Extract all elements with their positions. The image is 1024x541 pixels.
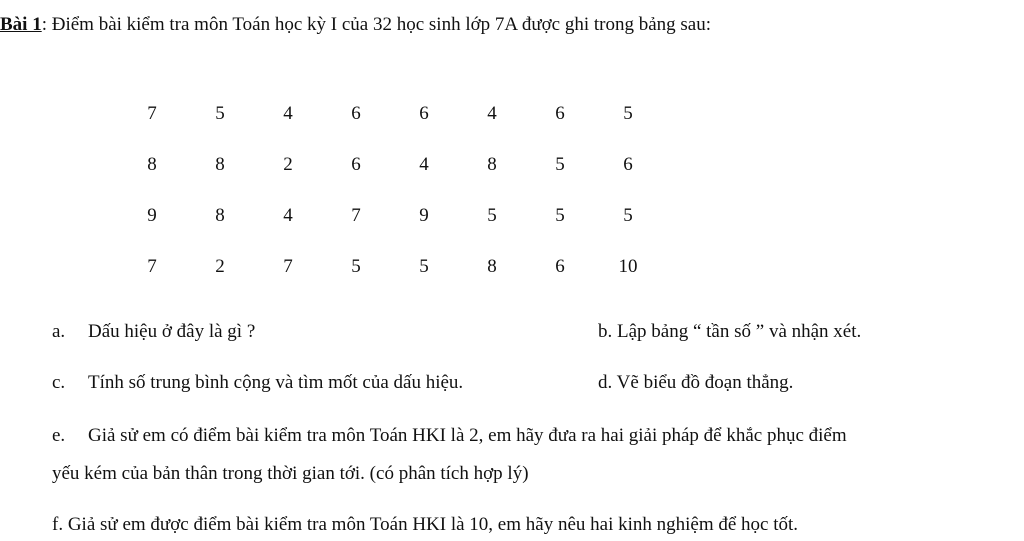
- exercise-label: Bài 1: [0, 14, 42, 35]
- score-cell: 4: [487, 102, 497, 124]
- question-e-line-2: yếu kém của bản thân trong thời gian tới. (có phân tích hợp lý): [52, 463, 529, 484]
- score-cell: 5: [419, 255, 429, 277]
- score-table-body: [118, 88, 662, 292]
- question-e-marker: e.: [52, 425, 66, 446]
- score-cell: 8: [215, 153, 225, 175]
- score-cell: 2: [215, 255, 225, 277]
- score-cell: 7: [351, 204, 361, 226]
- score-cell: 4: [283, 204, 293, 226]
- question-a-text: Dấu hiệu ở đây là gì ?: [88, 321, 256, 342]
- question-a-marker: a.: [52, 321, 66, 342]
- score-cell: 6: [419, 102, 429, 124]
- question-c-text: Tính số trung bình cộng và tìm mốt của dấu hiệu.: [88, 372, 464, 393]
- score-row: [118, 88, 662, 139]
- question-c: [52, 372, 463, 394]
- score-cell: 8: [487, 153, 497, 175]
- question-d: [598, 372, 793, 394]
- score-cell: 9: [147, 204, 157, 226]
- score-cell: 5: [351, 255, 361, 277]
- score-cell: 6: [555, 255, 565, 277]
- question-b-text: Lập bảng “ tần số ” và nhận xét.: [617, 321, 862, 342]
- question-e-text-1: Giả sử em có điểm bài kiểm tra môn Toán HKI là 2, em hãy đưa ra hai giải pháp để khắc phục điểm: [88, 425, 847, 446]
- score-cell: 4: [283, 102, 293, 124]
- question-e-line-1: [52, 425, 847, 447]
- score-cell: 5: [215, 102, 225, 124]
- score-row: [118, 241, 662, 292]
- score-table: [118, 88, 662, 292]
- score-cell: 7: [147, 102, 157, 124]
- exercise-title: [0, 14, 711, 36]
- score-cell: 7: [147, 255, 157, 277]
- question-d-text: Vẽ biểu đồ đoạn thẳng.: [616, 372, 794, 393]
- score-row: [118, 190, 662, 241]
- score-cell: 6: [555, 102, 565, 124]
- score-row: [118, 139, 662, 190]
- score-cell: 6: [351, 153, 361, 175]
- score-cell: 8: [147, 153, 157, 175]
- score-cell: 5: [623, 204, 633, 226]
- question-f: f. Giả sử em được điểm bài kiểm tra môn Toán HKI là 10, em hãy nêu hai kinh nghiệm để học tốt.: [52, 514, 799, 535]
- score-cell: 6: [351, 102, 361, 124]
- question-d-marker: d.: [598, 372, 613, 393]
- question-a: [52, 321, 255, 343]
- score-cell: 2: [283, 153, 293, 175]
- score-cell: 7: [283, 255, 293, 277]
- exercise-prompt: : Điểm bài kiểm tra môn Toán học kỳ I của 32 học sinh lớp 7A được ghi trong bảng sau:: [41, 14, 712, 35]
- score-cell: 8: [215, 204, 225, 226]
- score-cell: 6: [623, 153, 633, 175]
- question-b-marker: b.: [598, 321, 613, 342]
- score-cell: 5: [623, 102, 633, 124]
- question-c-marker: c.: [52, 372, 66, 393]
- score-cell: 5: [555, 153, 565, 175]
- score-cell: 5: [555, 204, 565, 226]
- score-cell: 8: [487, 255, 497, 277]
- score-cell: 9: [419, 204, 429, 226]
- score-cell: 10: [618, 255, 638, 277]
- question-b: [598, 321, 861, 343]
- score-cell: 5: [487, 204, 497, 226]
- score-cell: 4: [419, 153, 429, 175]
